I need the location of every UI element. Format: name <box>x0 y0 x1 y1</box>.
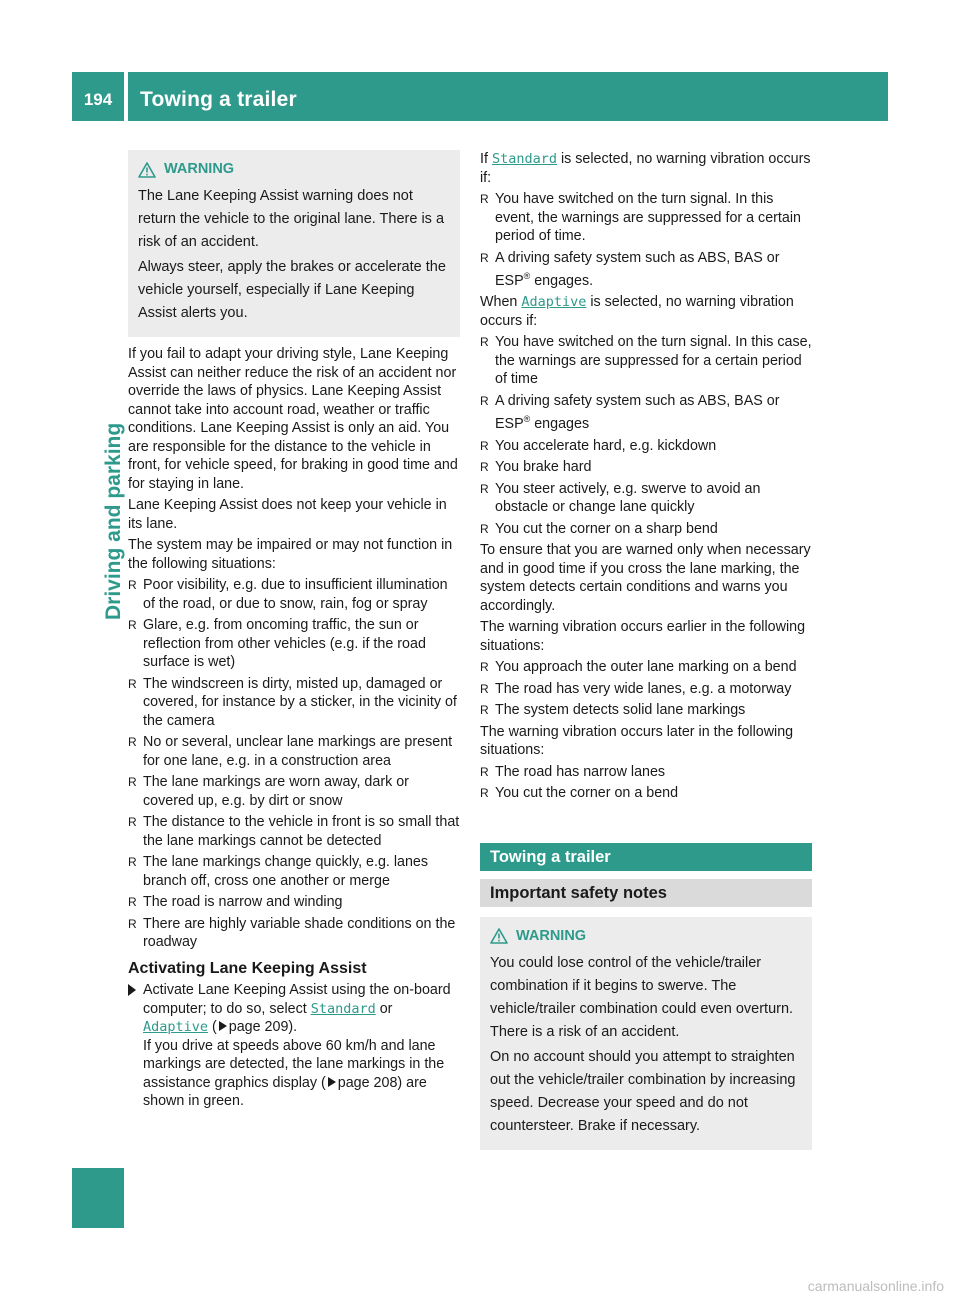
warning-header <box>138 158 450 181</box>
list-item: R The lane markings are worn away, dark or covered up, e.g. by dirt or snow <box>128 774 409 809</box>
warning-triangle-icon <box>138 162 156 178</box>
list-item: R The system detects solid lane markings <box>480 702 746 719</box>
paragraph: The warning vibration occurs later in the following situations: <box>480 723 794 759</box>
chapter-label: Driving and parking <box>102 422 125 620</box>
bullet-icon: R <box>128 855 137 869</box>
list-item: R A driving safety system such as ABS, BAS or ESP® engages <box>480 392 780 433</box>
adaptive-link[interactable]: Adaptive <box>143 1019 209 1035</box>
warning-text: The Lane Keeping Assist warning does not return the vehicle to the original lane. There is a risk of an accident. <box>138 188 445 250</box>
list-item: R The windscreen is dirty, misted up, damaged or covered, for instance by a sticker, in the vicinity of the camera <box>128 675 457 729</box>
list-item: R The road has very wide lanes, e.g. a motorway <box>480 680 792 697</box>
warning-text: On no account should you attempt to straighten out the vehicle/trailer combination by increasing speed. Decrease your speed and do not countersteer. Brake if necessary. <box>490 1048 796 1134</box>
instruction-step: Activate Lane Keeping Assist using the on-board computer; to do so, select Standard or Adaptive ( page 209). If you drive at speeds above 60 km/h and lane markings are detected, the lane markings in the assistance graphics display ( page 208) are shown in green. <box>128 981 460 1111</box>
warning-triangle-icon <box>490 928 508 944</box>
page-ref-arrow-icon <box>219 1021 227 1031</box>
paragraph: The system may be impaired or may not function in the following situations: <box>128 537 453 572</box>
situations-list <box>128 576 460 952</box>
list-item: R The lane markings change quickly, e.g. lanes branch off, cross one another or merge <box>128 854 429 889</box>
list-item: R You accelerate hard, e.g. kickdown <box>480 437 717 454</box>
adaptive-conditions-list <box>480 333 812 538</box>
right-column <box>480 150 812 1158</box>
page-title: Towing a trailer <box>140 88 297 111</box>
bullet-icon: R <box>480 521 489 536</box>
warning-text: You could lose control of the vehicle/trailer combination if it begins to swerve. The vehicle/trailer combination could even overturn. There is a risk of an accident. <box>490 954 794 1040</box>
standard-link[interactable]: Standard <box>491 151 557 167</box>
list-item: R The road has narrow lanes <box>480 763 666 780</box>
bullet-icon: R <box>128 775 137 789</box>
list-item: R You brake hard <box>480 459 592 476</box>
bullet-icon: R <box>480 786 489 801</box>
paragraph: The warning vibration occurs earlier in the following situations: <box>480 619 806 654</box>
page-ref-arrow-icon <box>328 1077 336 1087</box>
list-item: R You have switched on the turn signal. In this case, the warnings are suppressed for a certain period of time <box>480 334 812 388</box>
list-item: R The road is narrow and winding <box>128 894 343 910</box>
header-divider <box>124 72 128 121</box>
bullet-icon: R <box>128 578 137 592</box>
bullet-icon: R <box>480 660 489 675</box>
list-item: R The distance to the vehicle in front is so small that the lane markings cannot be detected <box>128 814 460 849</box>
bullet-icon: R <box>480 681 489 696</box>
chapter-marker <box>72 1168 124 1228</box>
bullet-icon: R <box>480 460 489 475</box>
warning-text: Always steer, apply the brakes or accelerate the vehicle yourself, especially if Lane Keeping Assist alerts you. <box>138 259 446 321</box>
list-item: R No or several, unclear lane markings are present for one lane, e.g. in a construction area <box>128 734 453 769</box>
list-item: R Poor visibility, e.g. due to insufficient illumination of the road, or due to snow, rain, fog or spray <box>128 577 448 612</box>
bullet-icon: R <box>128 895 137 909</box>
warning-box <box>128 150 460 337</box>
paragraph: To ensure that you are warned only when necessary and in good time if you cross the lane marking, the system detects certain conditions and warns you accordingly. <box>480 542 811 614</box>
step-arrow-icon <box>128 984 136 996</box>
section-title-bar: Towing a trailer <box>480 843 812 871</box>
paragraph: Lane Keeping Assist does not keep your vehicle in its lane. <box>128 497 447 532</box>
paragraph: If Standard is selected, no warning vibration occurs if: <box>480 151 811 186</box>
bullet-icon: R <box>128 916 137 931</box>
bullet-icon: R <box>480 250 489 265</box>
bullet-icon: R <box>128 735 137 749</box>
bullet-icon: R <box>480 481 489 496</box>
adaptive-link[interactable]: Adaptive <box>521 294 587 311</box>
list-item: R A driving safety system such as ABS, BAS or ESP® engages. <box>480 249 780 289</box>
section-heading: Activating Lane Keeping Assist <box>128 959 367 977</box>
earlier-list <box>480 658 812 720</box>
standard-conditions-list <box>480 190 812 290</box>
list-item: R You approach the outer lane marking on a bend <box>480 659 797 676</box>
warning-box <box>480 917 812 1150</box>
watermark: carmanualsonline.info <box>807 1278 944 1294</box>
later-list <box>480 763 812 803</box>
list-item: R You steer actively, e.g. swerve to avoid an obstacle or change lane quickly <box>480 480 761 516</box>
bullet-icon: R <box>480 393 489 408</box>
list-item: R You cut the corner on a bend <box>480 785 679 802</box>
paragraph: If you fail to adapt your driving style, Lane Keeping Assist can neither reduce the risk of an accident nor override the laws of physics. Lane Keeping Assist cannot take into account road, weather or traffic conditions. Lane Keeping Assist is only an aid. You are responsible for the distance to the vehicle in front, for vehicle speed, for braking in good time and for staying in lane. <box>128 346 458 492</box>
standard-link[interactable]: Standard <box>310 1000 376 1017</box>
list-item: R You have switched on the turn signal. In this event, the warnings are suppressed for a certain period of time. <box>480 191 801 244</box>
list-item: R Glare, e.g. from oncoming traffic, the sun or reflection from other vehicles (e.g. if the road surface is wet) <box>128 617 426 670</box>
bullet-icon: R <box>480 764 489 779</box>
warning-header <box>490 925 802 948</box>
subsection-title-bar: Important safety notes <box>480 879 812 907</box>
page-number: 194 <box>83 90 113 109</box>
page-ref-link[interactable]: page 208) <box>337 1074 403 1091</box>
paragraph: When Adaptive is selected, no warning vibration occurs if: <box>480 294 794 329</box>
bullet-icon: R <box>128 676 137 691</box>
bullet-icon: R <box>480 438 489 453</box>
list-item: R You cut the corner on a sharp bend <box>480 520 718 537</box>
bullet-icon: R <box>128 815 137 829</box>
list-item: R There are highly variable shade conditions on the roadway <box>128 915 456 950</box>
bullet-icon: R <box>480 703 489 718</box>
page-ref-link[interactable]: page 209). <box>228 1019 298 1035</box>
bullet-icon: R <box>480 192 489 206</box>
warning-title: WARNING <box>516 927 587 944</box>
warning-title: WARNING <box>164 161 235 177</box>
bullet-icon: R <box>480 335 489 350</box>
bullet-icon: R <box>128 618 137 632</box>
left-column <box>128 150 460 1111</box>
